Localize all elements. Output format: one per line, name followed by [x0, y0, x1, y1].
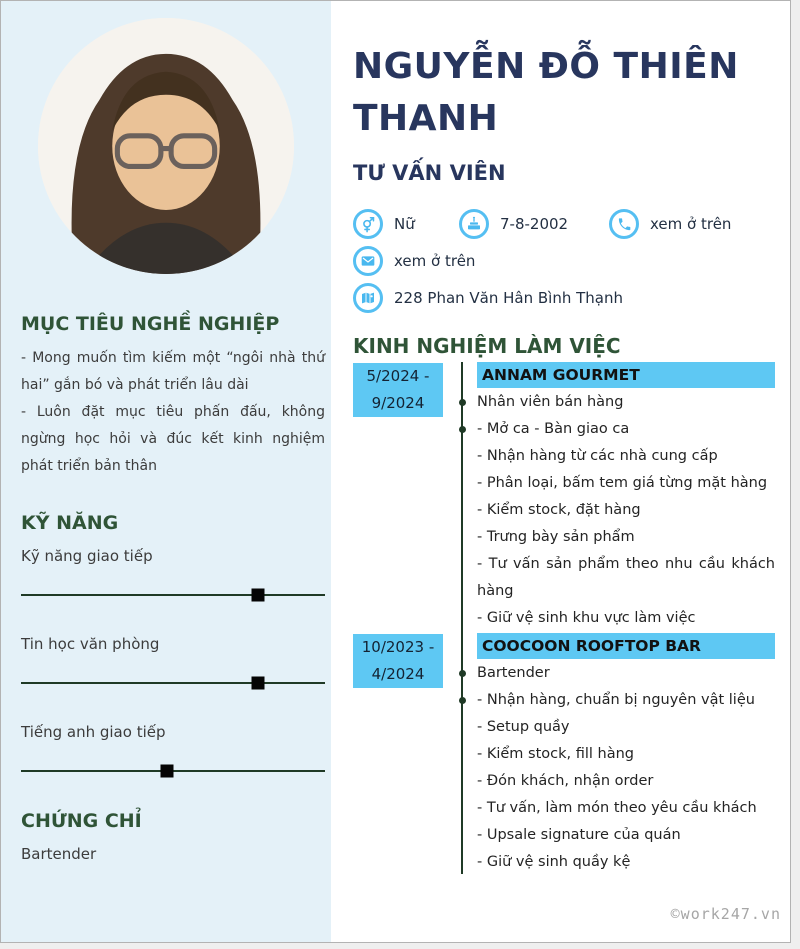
contact-address [353, 283, 623, 313]
entry-body [477, 362, 775, 632]
contact-birthday [459, 209, 609, 239]
skill-slider[interactable] [21, 682, 325, 684]
email-value: xem ở trên [394, 252, 476, 270]
experience-item: - Đón khách, nhận order [477, 773, 654, 789]
sidebar [1, 1, 331, 942]
contact-phone [609, 209, 731, 239]
date-badge [353, 363, 443, 417]
experience-item: - Phân loại, bấm tem giá từng mặt hàng [477, 475, 768, 491]
objective-paragraph: - Luôn đặt mục tiêu phấn đấu, không ngừng học hỏi và đúc kết kinh nghiệm phát triển bản thân [21, 404, 325, 474]
certificate-item: Bartender [21, 845, 97, 863]
address-value: 228 Phan Văn Hân Bình Thạnh [394, 289, 624, 307]
birthday-value: 7-8-2002 [500, 215, 569, 233]
contact-row [353, 246, 775, 276]
objective-text [21, 345, 325, 480]
phone-value: xem ở trên [650, 215, 732, 233]
contact-row [353, 209, 775, 239]
contact-row [353, 283, 775, 313]
skill-label: Tin học văn phòng [21, 635, 160, 653]
profile-photo [38, 18, 294, 274]
skill-label: Tiếng anh giao tiếp [21, 723, 166, 741]
contact-info [353, 209, 775, 313]
experience-item: - Kiểm stock, fill hàng [477, 746, 635, 762]
gender-value: Nữ [394, 215, 415, 233]
skill-slider[interactable] [21, 770, 325, 772]
job-title: TƯ VẤN VIÊN [353, 161, 506, 185]
experience-timeline [353, 362, 775, 876]
date-range-line: 9/2024 [371, 394, 425, 412]
company-name: COOCOON ROOFTOP BAR [477, 633, 775, 659]
skills-heading: KỸ NĂNG [21, 512, 119, 534]
skill-slider[interactable] [21, 594, 325, 596]
certificates-heading: CHỨNG CHỈ [21, 810, 142, 832]
experience-item: - Giữ vệ sinh quầy kệ [477, 854, 631, 870]
experience-item: - Trưng bày sản phẩm [477, 529, 635, 545]
candidate-name: NGUYỄN ĐỖ THIÊN THANH [353, 46, 739, 139]
company-name: ANNAM GOURMET [477, 362, 775, 388]
experience-item: - Kiểm stock, đặt hàng [477, 502, 641, 518]
experience-item: - Tư vấn, làm món theo yêu cầu khách [477, 800, 757, 816]
date-range-line: 5/2024 - [366, 367, 430, 385]
experience-item: - Mở ca - Bàn giao ca [477, 416, 775, 443]
profile-photo-placeholder [38, 18, 294, 274]
skill-item [21, 721, 325, 772]
experience-item: - Nhận hàng, chuẩn bị nguyên vật liệu [477, 687, 775, 714]
experience-item: - Nhận hàng từ các nhà cung cấp [477, 448, 718, 464]
date-badge [353, 634, 443, 688]
main-column [331, 1, 790, 942]
experience-entry [353, 362, 775, 632]
experience-item: Bartender [477, 660, 775, 687]
birthday-cake-icon [459, 209, 489, 239]
map-icon [353, 283, 383, 313]
watermark: ©work247.vn [670, 905, 781, 923]
experience-item: - Upsale signature của quán [477, 827, 681, 843]
entry-body [477, 633, 775, 876]
objective-paragraph: - Mong muốn tìm kiếm một “ngôi nhà thứ hai” gắn bó và phát triển lâu dài [21, 350, 325, 393]
experience-item: - Giữ vệ sinh khu vực làm việc [477, 610, 696, 626]
skill-item [21, 545, 325, 596]
experience-item: - Setup quầy [477, 719, 570, 735]
gender-icon [353, 209, 383, 239]
experience-item: - Tư vấn sản phẩm theo nhu cầu khách hàng [477, 556, 775, 599]
phone-icon [609, 209, 639, 239]
objective-heading: MỤC TIÊU NGHỀ NGHIỆP [21, 313, 280, 335]
experience-heading: KINH NGHIỆM LÀM VIỆC [353, 334, 621, 358]
experience-entry [353, 633, 775, 876]
email-icon [353, 246, 383, 276]
contact-email [353, 246, 475, 276]
experience-item: Nhân viên bán hàng [477, 389, 775, 416]
skill-slider-handle[interactable] [252, 589, 265, 602]
skill-item [21, 633, 325, 684]
skill-slider-handle[interactable] [160, 765, 173, 778]
contact-gender [353, 209, 459, 239]
skill-label: Kỹ năng giao tiếp [21, 547, 153, 565]
date-range-line: 10/2023 - [361, 638, 435, 656]
date-range-line: 4/2024 [371, 665, 425, 683]
skill-slider-handle[interactable] [252, 677, 265, 690]
